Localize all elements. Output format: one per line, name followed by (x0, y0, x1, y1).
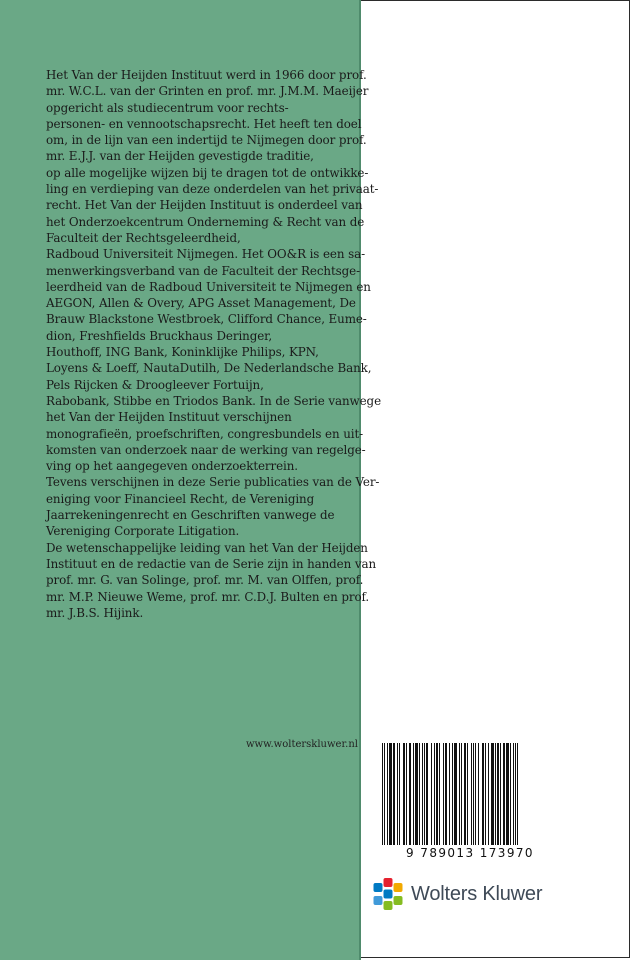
blurb-line: monografieën, proefschriften, congresbundels en uit- (46, 426, 364, 441)
blurb-line: mr. J.B.S. Hijink. (46, 605, 144, 620)
blurb-line: Brauw Blackstone Westbroek, Clifford Chance, Eume- (46, 312, 367, 327)
blurb-line: opgericht als studiecentrum voor rechts- (46, 100, 289, 115)
blurb-line: AEGON, Allen & Overy, APG Asset Management, De (46, 296, 356, 311)
blurb-line: prof. mr. G. van Solinge, prof. mr. M. van Olffen, prof. (46, 573, 364, 588)
blurb-line: Tevens verschijnen in deze Serie publicaties van de Ver- (46, 475, 380, 490)
blurb-line: Radboud Universiteit Nijmegen. Het OO&R is een sa- (46, 247, 366, 262)
blurb-line: het Van der Heijden Instituut verschijnen (46, 410, 292, 425)
barcode-bar (397, 743, 398, 845)
barcode-bar (510, 743, 511, 845)
barcode-bar (500, 743, 501, 845)
blurb-line: om, in de lijn van een indertijd te Nijmegen door prof. (46, 133, 367, 148)
back-cover-blurb (46, 67, 382, 621)
barcode-bar (393, 743, 395, 845)
barcode-bar (517, 743, 518, 845)
blurb-line: mr. W.C.L. van der Grinten en prof. mr. J.M.M. Maeijer (46, 84, 369, 99)
barcode-bar (406, 743, 407, 845)
blurb-line: De wetenschappelijke leiding van het Van der Heijden (46, 540, 368, 555)
blurb-line: personen- en vennootschapsrecht. Het heeft ten doel (46, 116, 362, 131)
barcode-bar (475, 743, 476, 845)
barcode-bar (422, 743, 423, 845)
barcode-bar (506, 743, 509, 845)
blurb-line: dion, Freshfields Bruckhaus Deringer, (46, 328, 273, 343)
blurb-line: Jaarrekeningenrecht en Geschriften vanwege de (46, 508, 335, 523)
barcode-bar (461, 743, 462, 845)
barcode-icon (380, 743, 557, 845)
barcode-bar (491, 743, 494, 845)
barcode-bar (515, 743, 516, 845)
wolters-kluwer-logo-icon (371, 877, 405, 911)
barcode-bar (389, 743, 392, 845)
blurb-line: Rabobank, Stibbe en Triodos Bank. In de Serie vanwege (46, 393, 382, 408)
barcode-bar (384, 743, 385, 845)
blurb-line: Loyens & Loeff, NautaDutilh, De Nederlandsche Bank, (46, 361, 372, 376)
barcode-bar (495, 743, 496, 845)
barcode-bar (443, 743, 444, 845)
barcode-bar (426, 743, 428, 845)
blurb-line: Houthoff, ING Bank, Koninklijke Philips, KPN, (46, 345, 319, 360)
blurb-line: ving op het aangegeven onderzoekterrein. (46, 459, 298, 474)
barcode-bar (449, 743, 450, 845)
barcode-bar (459, 743, 460, 845)
website-link[interactable]: www.wolterskluwer.nl (246, 739, 358, 750)
blurb-line: Instituut en de redactie van de Serie zijn in handen van (46, 556, 377, 571)
barcode-bar (467, 743, 468, 845)
barcode-bar (434, 743, 435, 845)
barcode-bar (439, 743, 440, 845)
blurb-line: Pels Rijcken & Droogleever Fortuijn, (46, 377, 264, 392)
barcode-bar (403, 743, 405, 845)
blurb-line: komsten van onderzoek naar de werking van regelge- (46, 442, 366, 457)
barcode-bar (413, 743, 414, 845)
barcode-bar (464, 743, 466, 845)
barcode-bar (497, 743, 499, 845)
barcode-bar (454, 743, 457, 845)
barcode-bar (503, 743, 505, 845)
barcode-bar (485, 743, 486, 845)
blurb-line: mr. M.P. Nieuwe Weme, prof. mr. C.D.J. Bulten en prof. (46, 589, 370, 604)
barcode-bar (419, 743, 420, 845)
blurb-line: recht. Het Van der Heijden Instituut is onderdeel van (46, 198, 363, 213)
barcode-bar (431, 743, 432, 845)
barcode-bar (409, 743, 411, 845)
blurb-line: eniging voor Financieel Recht, de Vereniging (46, 491, 315, 506)
blurb-line: leerdheid van de Radboud Universiteit te Nijmegen en (46, 279, 371, 294)
barcode-bar (473, 743, 474, 845)
publisher-name: Wolters Kluwer (411, 882, 543, 905)
blurb-line: op alle mogelijke wijzen bij te dragen tot de ontwikke- (46, 165, 369, 180)
blurb-line: Vereniging Corporate Litigation. (46, 524, 240, 539)
barcode-bar (415, 743, 418, 845)
blurb-line: ling en verdieping van deze onderdelen van het privaat- (46, 182, 379, 197)
barcode-bar (482, 743, 484, 845)
blurb-line: mr. E.J.J. van der Heijden gevestigde traditie, (46, 149, 314, 164)
barcode-bar (445, 743, 447, 845)
isbn-number: 9 789013 173970 (406, 846, 534, 860)
barcode-bar (382, 743, 383, 845)
barcode-bar (488, 743, 489, 845)
publisher-logo (371, 874, 542, 914)
blurb-line: Faculteit der Rechtsgeleerdheid, (46, 230, 241, 245)
blurb-line: het Onderzoekcentrum Onderneming & Recht van de (46, 214, 365, 229)
barcode-bar (471, 743, 472, 845)
blurb-line: Het Van der Heijden Instituut werd in 1966 door prof. (46, 68, 367, 82)
barcode-bar (513, 743, 514, 845)
barcode-bar (387, 743, 388, 845)
barcode-bar (424, 743, 425, 845)
barcode-bar (452, 743, 453, 845)
barcode-bar (478, 743, 479, 845)
barcode-bar (436, 743, 438, 845)
barcode-bar (399, 743, 400, 845)
blurb-line: menwerkingsverband van de Faculteit der Rechtsge- (46, 263, 361, 278)
